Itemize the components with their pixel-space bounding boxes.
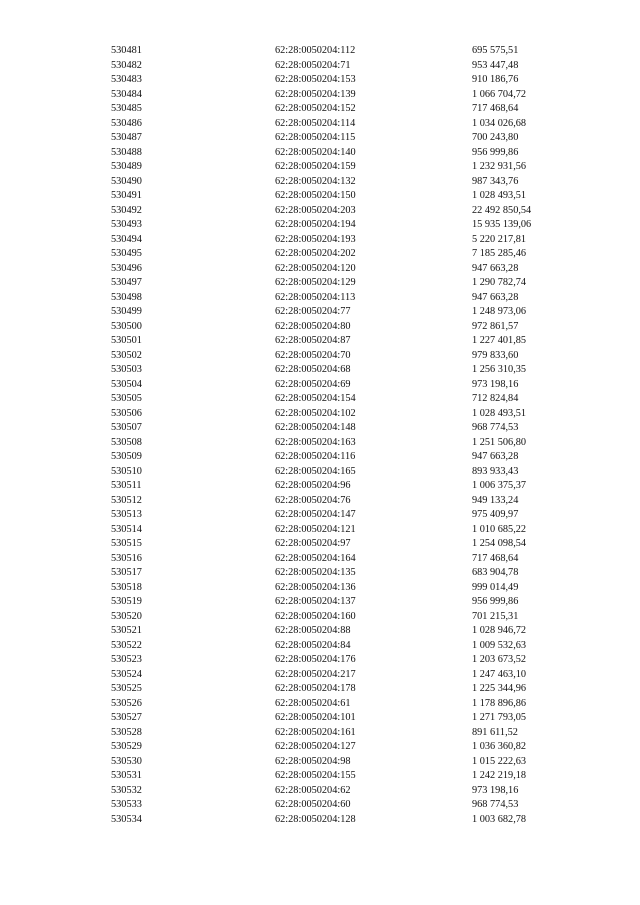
cadastral-number: 62:28:0050204:76 — [275, 494, 351, 506]
row-number: 530512 — [111, 494, 142, 506]
row-number: 530511 — [111, 480, 142, 491]
row-number: 530508 — [111, 436, 142, 448]
cadastral-number: 62:28:0050204:121 — [275, 523, 356, 535]
cadastral-value: 717 468,64 — [472, 552, 519, 564]
table-row — [0, 59, 640, 74]
cadastral-number: 62:28:0050204:135 — [275, 567, 356, 578]
cadastral-number: 62:28:0050204:152 — [275, 103, 356, 114]
cadastral-value: 1 036 360,82 — [472, 741, 527, 752]
table-row — [0, 189, 640, 204]
cadastral-number: 62:28:0050204:148 — [275, 422, 356, 433]
row-number: 530498 — [111, 291, 142, 303]
cadastral-number: 62:28:0050204:159 — [275, 161, 356, 172]
table-row — [0, 465, 640, 480]
table-row — [0, 537, 640, 552]
cadastral-value: 972 861,57 — [472, 320, 519, 332]
cadastral-value: 683 904,78 — [472, 567, 519, 578]
row-number: 530525 — [111, 683, 142, 694]
cadastral-value: 700 243,80 — [472, 132, 519, 143]
cadastral-value: 956 999,86 — [472, 146, 519, 158]
table-row — [0, 291, 640, 306]
cadastral-number: 62:28:0050204:84 — [275, 639, 351, 651]
cadastral-value: 712 824,84 — [472, 393, 519, 404]
table-row — [0, 204, 640, 219]
cadastral-value: 22 492 850,54 — [472, 204, 532, 216]
row-number: 530506 — [111, 407, 142, 419]
table-row — [0, 813, 640, 828]
cadastral-value: 1 203 673,52 — [472, 654, 527, 665]
row-number: 530507 — [111, 422, 142, 433]
row-number: 530518 — [111, 581, 142, 593]
row-number: 530499 — [111, 306, 142, 317]
cadastral-value: 975 409,97 — [472, 509, 519, 520]
cadastral-number: 62:28:0050204:98 — [275, 755, 351, 767]
cadastral-value: 1 034 026,68 — [472, 117, 527, 129]
cadastral-value: 1 256 310,35 — [472, 364, 527, 375]
cadastral-value: 956 999,86 — [472, 596, 519, 607]
cadastral-number: 62:28:0050204:178 — [275, 683, 356, 694]
cadastral-value: 701 215,31 — [472, 610, 519, 622]
cadastral-number: 62:28:0050204:129 — [275, 277, 356, 288]
cadastral-number: 62:28:0050204:114 — [275, 117, 356, 129]
cadastral-number: 62:28:0050204:120 — [275, 262, 356, 274]
cadastral-value: 1 028 493,51 — [472, 407, 527, 419]
table-row — [0, 320, 640, 335]
table-row — [0, 421, 640, 436]
cadastral-number: 62:28:0050204:132 — [275, 175, 356, 187]
cadastral-number: 62:28:0050204:164 — [275, 552, 356, 564]
cadastral-value: 695 575,51 — [472, 45, 519, 56]
row-number: 530510 — [111, 465, 142, 477]
cadastral-value: 949 133,24 — [472, 494, 519, 506]
row-number: 530531 — [111, 770, 142, 781]
row-number: 530486 — [111, 117, 142, 129]
cadastral-number: 62:28:0050204:115 — [275, 132, 356, 143]
cadastral-number: 62:28:0050204:147 — [275, 509, 356, 520]
cadastral-number: 62:28:0050204:193 — [275, 233, 356, 245]
table-row — [0, 755, 640, 770]
row-number: 530526 — [111, 697, 142, 709]
table-row — [0, 73, 640, 88]
table-row — [0, 682, 640, 697]
table-row — [0, 334, 640, 349]
row-number: 530496 — [111, 262, 142, 274]
row-number: 530513 — [111, 509, 142, 520]
cadastral-value: 1 178 896,86 — [472, 697, 527, 709]
table-row — [0, 44, 640, 59]
cadastral-number: 62:28:0050204:194 — [275, 219, 356, 230]
table-row — [0, 262, 640, 277]
row-number: 530530 — [111, 755, 142, 767]
cadastral-number: 62:28:0050204:101 — [275, 712, 356, 723]
table-row — [0, 769, 640, 784]
cadastral-number: 62:28:0050204:127 — [275, 741, 356, 752]
row-number: 530527 — [111, 712, 142, 723]
cadastral-value: 7 185 285,46 — [472, 248, 527, 259]
cadastral-number: 62:28:0050204:77 — [275, 306, 351, 317]
table-row — [0, 639, 640, 654]
table-row — [0, 798, 640, 813]
table-row — [0, 566, 640, 581]
cadastral-value: 1 242 219,18 — [472, 770, 527, 781]
cadastral-value: 1 003 682,78 — [472, 813, 527, 825]
row-number: 530491 — [111, 190, 142, 201]
cadastral-number: 62:28:0050204:87 — [275, 335, 351, 346]
table-row — [0, 726, 640, 741]
cadastral-number: 62:28:0050204:136 — [275, 581, 356, 593]
row-number: 530482 — [111, 59, 142, 71]
row-number: 530502 — [111, 349, 142, 361]
table-row — [0, 436, 640, 451]
row-number: 530524 — [111, 668, 142, 680]
table-row — [0, 610, 640, 625]
row-number: 530484 — [111, 88, 142, 100]
cadastral-number: 62:28:0050204:70 — [275, 349, 351, 361]
cadastral-number: 62:28:0050204:202 — [275, 248, 356, 259]
table-row — [0, 711, 640, 726]
table-row — [0, 784, 640, 799]
table-row — [0, 653, 640, 668]
cadastral-value: 717 468,64 — [472, 103, 519, 114]
table-row — [0, 581, 640, 596]
row-number: 530514 — [111, 523, 142, 535]
cadastral-value: 5 220 217,81 — [472, 233, 527, 245]
row-number: 530501 — [111, 335, 142, 346]
cadastral-number: 62:28:0050204:155 — [275, 770, 356, 781]
cadastral-value: 1 009 532,63 — [472, 639, 527, 651]
table-row — [0, 305, 640, 320]
row-number: 530533 — [111, 799, 142, 810]
cadastral-value: 953 447,48 — [472, 59, 519, 71]
table-row — [0, 175, 640, 190]
row-number: 530488 — [111, 146, 142, 158]
cadastral-value: 979 833,60 — [472, 349, 519, 361]
row-number: 530515 — [111, 538, 142, 549]
table-row — [0, 624, 640, 639]
row-number: 530481 — [111, 45, 142, 56]
row-number: 530483 — [111, 74, 142, 85]
cadastral-number: 62:28:0050204:97 — [275, 538, 351, 549]
cadastral-value: 1 232 931,56 — [472, 161, 527, 172]
cadastral-number: 62:28:0050204:161 — [275, 726, 356, 738]
cadastral-value: 973 198,16 — [472, 378, 519, 390]
cadastral-number: 62:28:0050204:60 — [275, 799, 351, 810]
row-number: 530534 — [111, 813, 142, 825]
cadastral-value: 910 186,76 — [472, 74, 519, 85]
row-number: 530522 — [111, 639, 142, 651]
row-number: 530492 — [111, 204, 142, 216]
row-number: 530489 — [111, 161, 142, 172]
cadastral-number: 62:28:0050204:150 — [275, 190, 356, 201]
cadastral-value: 1 254 098,54 — [472, 538, 527, 549]
cadastral-value: 1 225 344,96 — [472, 683, 527, 694]
cadastral-value: 891 611,52 — [472, 726, 518, 738]
row-number: 530487 — [111, 132, 142, 143]
table-row — [0, 247, 640, 262]
cadastral-value: 1 227 401,85 — [472, 335, 527, 346]
table-row — [0, 479, 640, 494]
row-number: 530529 — [111, 741, 142, 752]
row-number: 530532 — [111, 784, 142, 796]
table-row — [0, 392, 640, 407]
cadastral-number: 62:28:0050204:140 — [275, 146, 356, 158]
row-number: 530485 — [111, 103, 142, 114]
row-number: 530520 — [111, 610, 142, 622]
cadastral-value: 1 066 704,72 — [472, 88, 527, 100]
cadastral-number: 62:28:0050204:68 — [275, 364, 351, 375]
cadastral-number: 62:28:0050204:80 — [275, 320, 351, 332]
cadastral-number: 62:28:0050204:62 — [275, 784, 351, 796]
cadastral-value: 947 663,28 — [472, 262, 519, 274]
row-number: 530497 — [111, 277, 142, 288]
row-number: 530516 — [111, 552, 142, 564]
cadastral-value: 1 271 793,05 — [472, 712, 527, 723]
table-row — [0, 349, 640, 364]
row-number: 530504 — [111, 378, 142, 390]
row-number: 530495 — [111, 248, 142, 259]
table-row — [0, 131, 640, 146]
cadastral-number: 62:28:0050204:102 — [275, 407, 356, 419]
cadastral-value: 999 014,49 — [472, 581, 519, 593]
cadastral-value: 15 935 139,06 — [472, 219, 532, 230]
cadastral-number: 62:28:0050204:217 — [275, 668, 356, 680]
table-row — [0, 88, 640, 103]
table-row — [0, 740, 640, 755]
row-number: 530517 — [111, 567, 142, 578]
row-number: 530490 — [111, 175, 142, 187]
cadastral-value: 1 251 506,80 — [472, 436, 527, 448]
table-row — [0, 494, 640, 509]
table-row — [0, 407, 640, 422]
table-row — [0, 102, 640, 117]
cadastral-value: 968 774,53 — [472, 422, 519, 433]
table-row — [0, 450, 640, 465]
table-row — [0, 668, 640, 683]
cadastral-value: 1 028 493,51 — [472, 190, 527, 201]
cadastral-number: 62:28:0050204:163 — [275, 436, 356, 448]
row-number: 530500 — [111, 320, 142, 332]
row-number: 530523 — [111, 654, 142, 665]
cadastral-number: 62:28:0050204:154 — [275, 393, 356, 404]
cadastral-number: 62:28:0050204:61 — [275, 697, 351, 709]
cadastral-value: 1 290 782,74 — [472, 277, 527, 288]
row-number: 530494 — [111, 233, 142, 245]
cadastral-value: 947 663,28 — [472, 451, 519, 462]
cadastral-number: 62:28:0050204:96 — [275, 480, 351, 491]
cadastral-value: 1 006 375,37 — [472, 480, 527, 491]
table-row — [0, 160, 640, 175]
cadastral-value: 987 343,76 — [472, 175, 519, 187]
cadastral-number: 62:28:0050204:137 — [275, 596, 356, 607]
cadastral-number: 62:28:0050204:176 — [275, 654, 356, 665]
row-number: 530503 — [111, 364, 142, 375]
cadastral-value: 1 015 222,63 — [472, 755, 527, 767]
row-number: 530493 — [111, 219, 142, 230]
table-row — [0, 523, 640, 538]
table-row — [0, 697, 640, 712]
table-row — [0, 378, 640, 393]
table-row — [0, 146, 640, 161]
cadastral-number: 62:28:0050204:203 — [275, 204, 356, 216]
row-number: 530521 — [111, 625, 142, 636]
table-row — [0, 233, 640, 248]
cadastral-value: 973 198,16 — [472, 784, 519, 796]
table-row — [0, 218, 640, 233]
cadastral-value: 1 248 973,06 — [472, 306, 527, 317]
table-row — [0, 276, 640, 291]
cadastral-number: 62:28:0050204:128 — [275, 813, 356, 825]
table-row — [0, 552, 640, 567]
cadastral-number: 62:28:0050204:112 — [275, 45, 356, 56]
table-row — [0, 363, 640, 378]
cadastral-number: 62:28:0050204:160 — [275, 610, 356, 622]
cadastral-number: 62:28:0050204:153 — [275, 74, 356, 85]
cadastral-value: 893 933,43 — [472, 465, 519, 477]
data-table — [0, 44, 640, 827]
table-row — [0, 595, 640, 610]
cadastral-number: 62:28:0050204:139 — [275, 88, 356, 100]
cadastral-value: 968 774,53 — [472, 799, 519, 810]
cadastral-number: 62:28:0050204:71 — [275, 59, 351, 71]
row-number: 530519 — [111, 596, 142, 607]
cadastral-value: 947 663,28 — [472, 291, 519, 303]
cadastral-number: 62:28:0050204:116 — [275, 451, 356, 462]
cadastral-value: 1 010 685,22 — [472, 523, 527, 535]
table-row — [0, 117, 640, 132]
cadastral-value: 1 247 463,10 — [472, 668, 527, 680]
cadastral-number: 62:28:0050204:88 — [275, 625, 351, 636]
cadastral-number: 62:28:0050204:69 — [275, 378, 351, 390]
table-row — [0, 508, 640, 523]
row-number: 530509 — [111, 451, 142, 462]
cadastral-number: 62:28:0050204:113 — [275, 291, 356, 303]
row-number: 530528 — [111, 726, 142, 738]
row-number: 530505 — [111, 393, 142, 404]
cadastral-value: 1 028 946,72 — [472, 625, 527, 636]
cadastral-number: 62:28:0050204:165 — [275, 465, 356, 477]
